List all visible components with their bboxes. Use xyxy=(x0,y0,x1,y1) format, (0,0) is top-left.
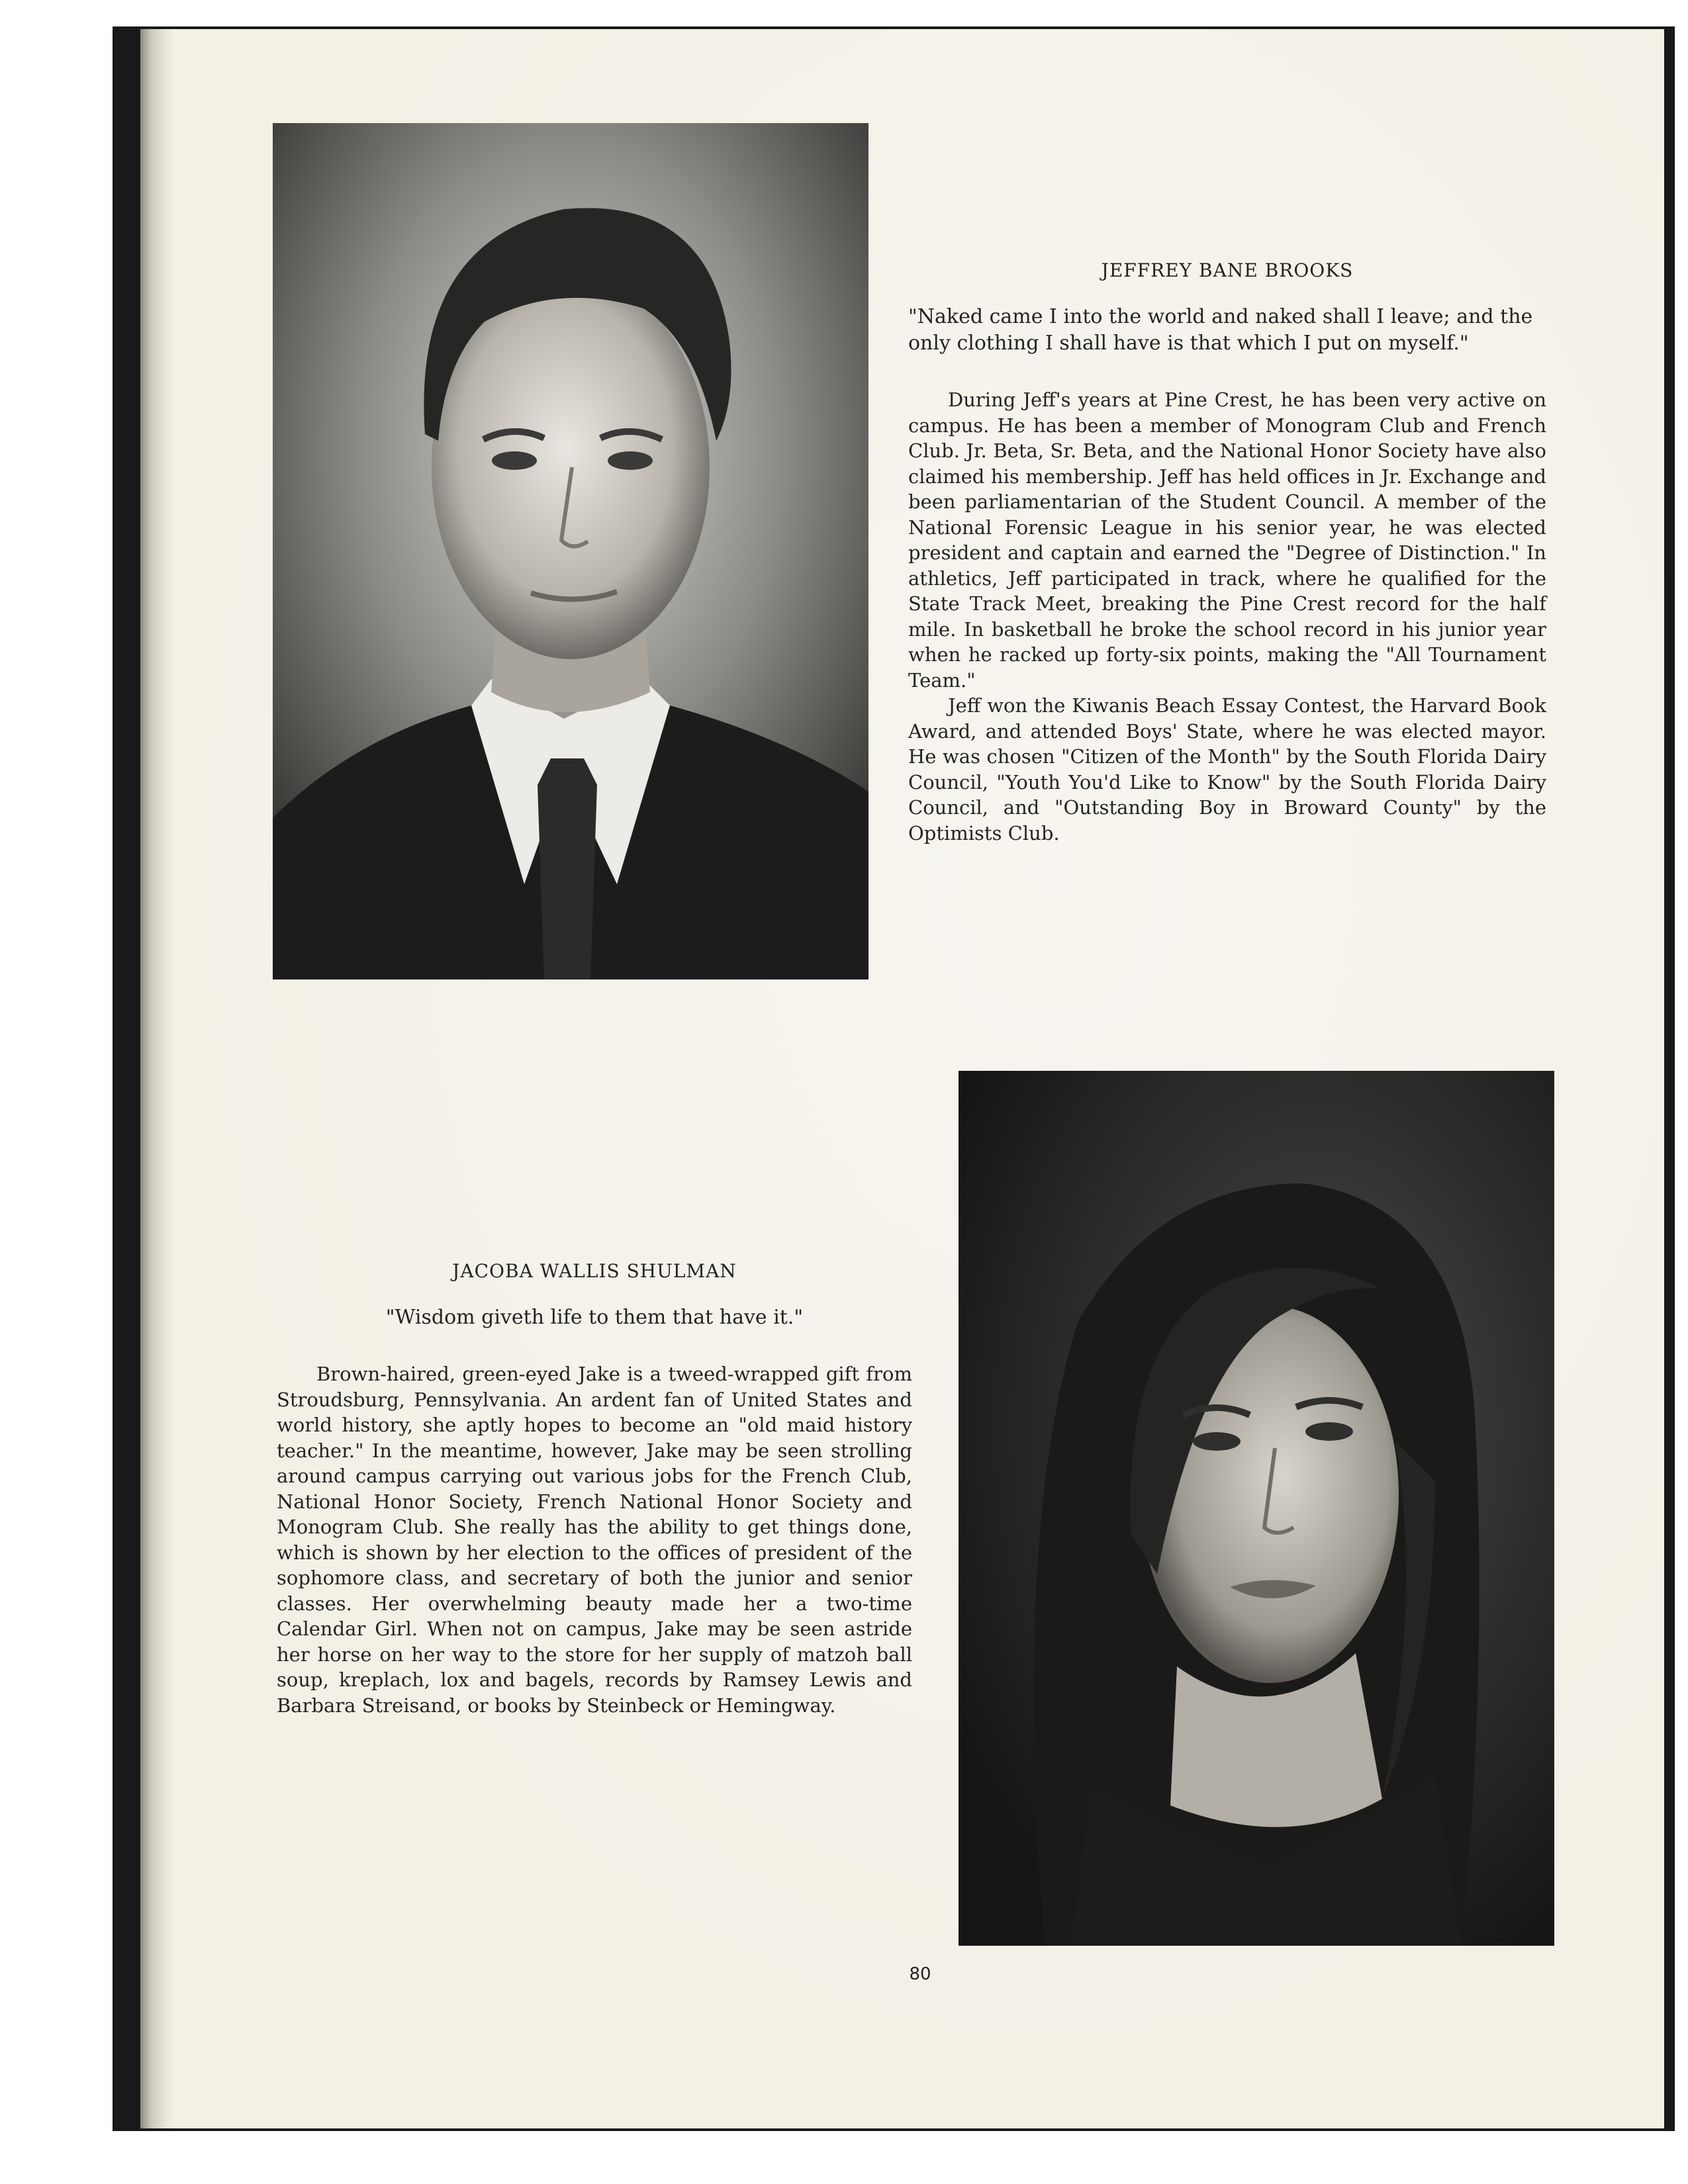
page-binding-edge xyxy=(140,29,173,2128)
student-quote: "Wisdom giveth life to them that have it." xyxy=(385,1306,804,1329)
student-quote: "Naked came I into the world and naked shall I leave; and the only clothing I shall have is that which I put on myself." xyxy=(908,305,1533,355)
bio-paragraph: During Jeff's years at Pine Crest, he has been very active on campus. He has been a member of Monogram Club and French Club. Jr. Beta, Sr. Beta, and the National Honor Society have also claimed his membership. Jeff has held offices in Jr. Exchange and been parliamentarian of the Student Council. A member of the National Forensic League in his senior year, he was elected president and captain and earned the "Degree of Distinction." In athletics, Jeff participated in track, where he qualified for the State Track Meet, breaking the Pine Crest record for the half mile. In basketball he broke the school record in his junior year when he racked up forty-six points, making the "All Tournament Team." xyxy=(908,388,1546,692)
bio-paragraph: Jeff won the Kiwanis Beach Essay Contest, the Harvard Book Award, and attended Boys' State, where he was elected mayor. He was chosen "Citizen of the Month" by the South Florida Dairy Council, "Youth You'd Like to Know" by the South Florida Dairy Council, and "Outstanding Boy in Broward County" by the Optimists Club. xyxy=(908,694,1546,844)
portrait-photo-jacoba xyxy=(959,1071,1554,1946)
student-name: JACOBA WALLIS SHULMAN xyxy=(452,1260,737,1282)
bio-paragraph: Brown-haired, green-eyed Jake is a tweed-wrapped gift from Stroudsburg, Pennsylvania. An ardent fan of United States and world history, she aptly hopes to become an "old maid history teacher." In the meantime, however, Jake may be seen strolling around campus carrying out various jobs for the French Club, National Honor Society, French National Honor Society and Monogram Club. She really has the ability to get things done, which is shown by her election to the offices of president of the sophomore class, and secretary of both the junior and senior classes. Her overwhelming beauty made her a two-time Calendar Girl. When not on campus, Jake may be seen astride her horse on her way to the store for her supply of matzoh ball soup, kreplach, lox and bagels, records by Ramsey Lewis and Barbara Streisand, or books by Steinbeck or Hemingway. xyxy=(277,1363,912,1717)
portrait-man-image xyxy=(273,123,868,979)
page-number: 80 xyxy=(909,1964,931,1984)
portrait-woman-image xyxy=(959,1071,1554,1946)
portrait-photo-jeffrey xyxy=(273,123,868,979)
student-name: JEFFREY BANE BROOKS xyxy=(1101,259,1354,281)
bio-jacoba xyxy=(277,1260,912,1718)
bio-jeffrey xyxy=(908,259,1546,846)
